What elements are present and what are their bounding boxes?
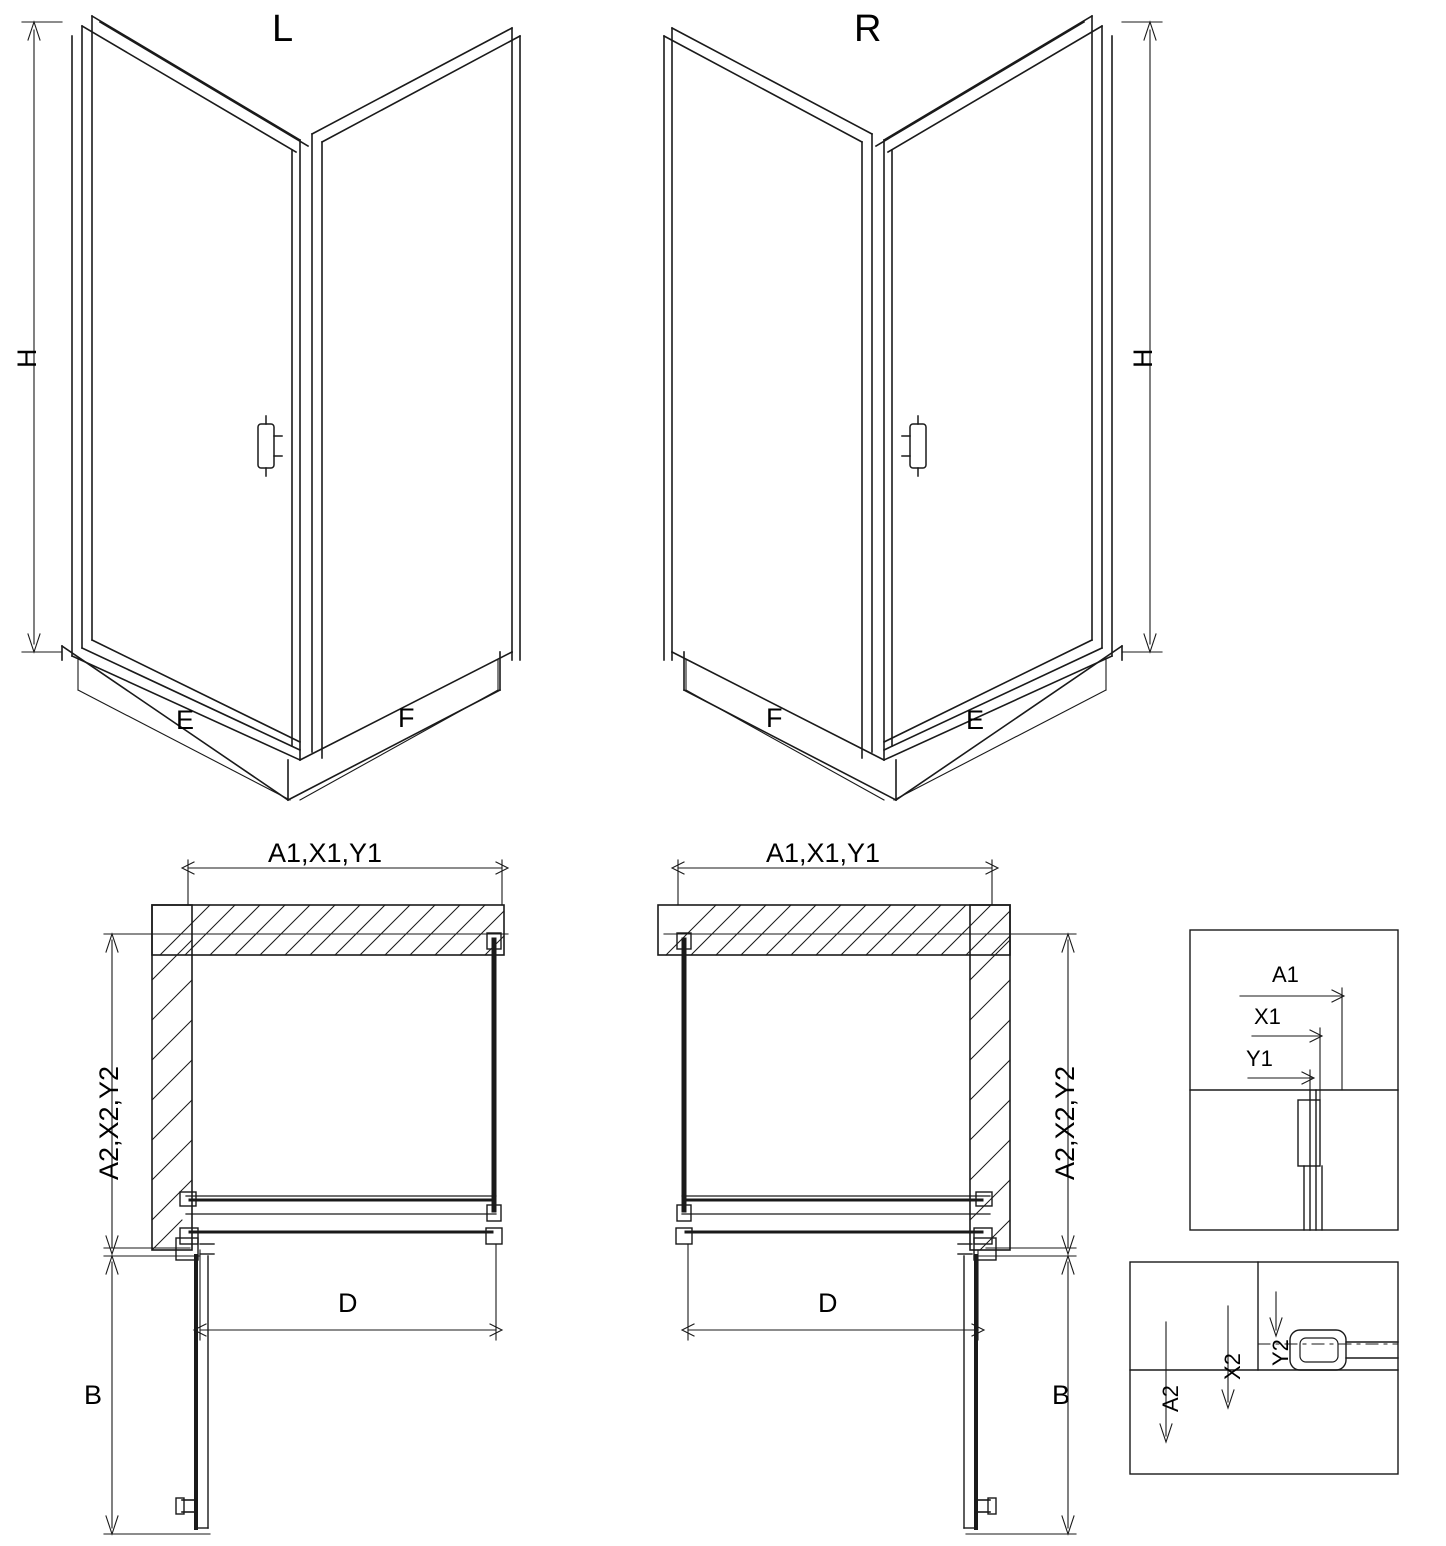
detail-bottom-a2-label: A2 [1158, 1385, 1183, 1412]
plan-left-door-opening-label: D [338, 1288, 358, 1318]
plan-right-swing-label: B [1052, 1380, 1071, 1410]
plan-left-swing-label: B [84, 1380, 103, 1410]
plan-right-side-dim-label: A2,X2,Y2 [1050, 1065, 1080, 1180]
iso-left-height-label: H [12, 348, 42, 368]
detail-bottom-y2-label: Y2 [1268, 1339, 1293, 1366]
detail-top-a1-label: A1 [1272, 962, 1299, 987]
detail-top-x1-label: X1 [1254, 1004, 1281, 1029]
variant-left-label: L [272, 8, 294, 50]
iso-left-f-label: F [398, 703, 415, 733]
detail-top-y1-label: Y1 [1246, 1046, 1273, 1071]
plan-right-door-opening-label: D [818, 1288, 838, 1318]
iso-right-e-label: E [966, 705, 985, 735]
plan-left-side-dim-label: A2,X2,Y2 [94, 1065, 124, 1180]
plan-right [658, 860, 1076, 1534]
plan-right-top-dim-label: A1,X1,Y1 [766, 838, 881, 868]
iso-right-f-label: F [766, 703, 783, 733]
iso-left-e-label: E [176, 705, 195, 735]
detail-bottom [1130, 1262, 1398, 1474]
detail-bottom-x2-label: X2 [1220, 1353, 1245, 1380]
iso-left [22, 16, 520, 800]
plan-left [104, 860, 508, 1534]
iso-right [664, 16, 1162, 800]
iso-right-height-label: H [1128, 348, 1158, 368]
variant-right-label: R [854, 8, 882, 50]
plan-left-top-dim-label: A1,X1,Y1 [268, 838, 383, 868]
